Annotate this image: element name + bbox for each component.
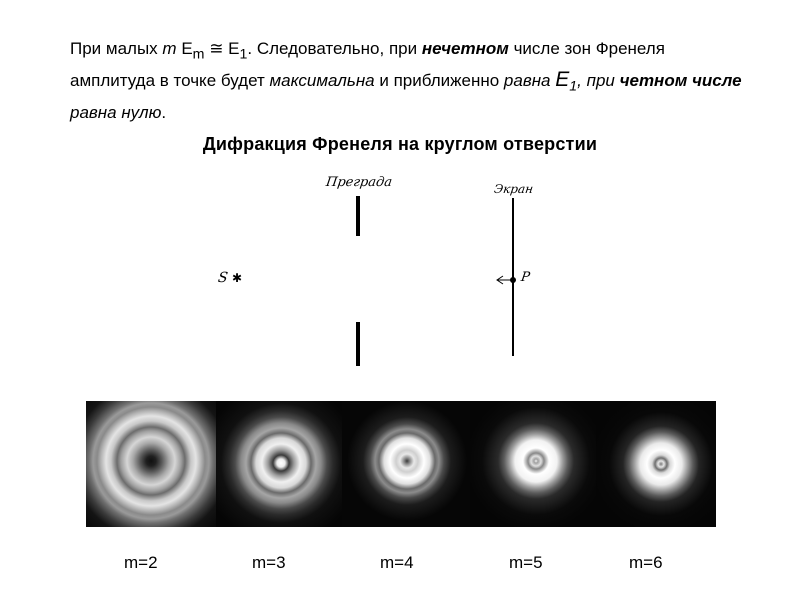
body-paragraph (70, 36, 750, 125)
emphasis-odd: нечетном (421, 39, 509, 58)
symbol-e1: E (555, 68, 570, 92)
barrier-label: Преграда (324, 175, 394, 190)
emphasis-even: четном числе (619, 71, 742, 91)
text-run: и приближенно (379, 71, 504, 91)
text-run: E (181, 39, 193, 58)
text-run: . Следовательно, при (247, 39, 422, 58)
pattern-m5 (470, 401, 596, 527)
subscript-1: 1 (569, 78, 578, 95)
text-run: При малых (70, 39, 163, 58)
emphasis-equal: равна (503, 71, 551, 91)
point-label: P (519, 270, 531, 285)
text-run: E (228, 39, 240, 58)
screen-label: Экран (493, 182, 535, 196)
star-icon: ✱ (232, 271, 243, 285)
pattern-m4 (342, 401, 470, 527)
pattern-m6 (596, 401, 716, 527)
section-title: Дифракция Френеля на круглом отверстии (202, 134, 598, 154)
pattern-label-m3: m=3 (252, 553, 286, 572)
pattern-label-m2: m=2 (124, 553, 158, 572)
diffraction-patterns (86, 401, 716, 527)
pattern-label-m4: m=4 (380, 553, 414, 572)
arrow-left-icon (494, 274, 518, 286)
pattern-label-m6: m=6 (629, 553, 663, 572)
variable-m: m (162, 39, 177, 58)
text-run: числе зон Френеля амплитуда в точке будет (70, 39, 665, 91)
barrier-lower (356, 322, 360, 366)
emphasis-zero: равна нулю (70, 102, 162, 122)
pattern-m2 (86, 401, 216, 527)
pattern-m3 (216, 401, 342, 527)
text-run: , при (577, 71, 620, 91)
source-label: S (216, 270, 229, 286)
approx-symbol: ≅ (209, 39, 229, 58)
text-run: . (161, 102, 167, 122)
emphasis-max: максимальна (269, 71, 375, 91)
barrier-upper (356, 196, 360, 236)
pattern-label-m5: m=5 (509, 553, 543, 572)
subscript-m: m (192, 46, 205, 63)
subscript-1: 1 (239, 46, 248, 63)
